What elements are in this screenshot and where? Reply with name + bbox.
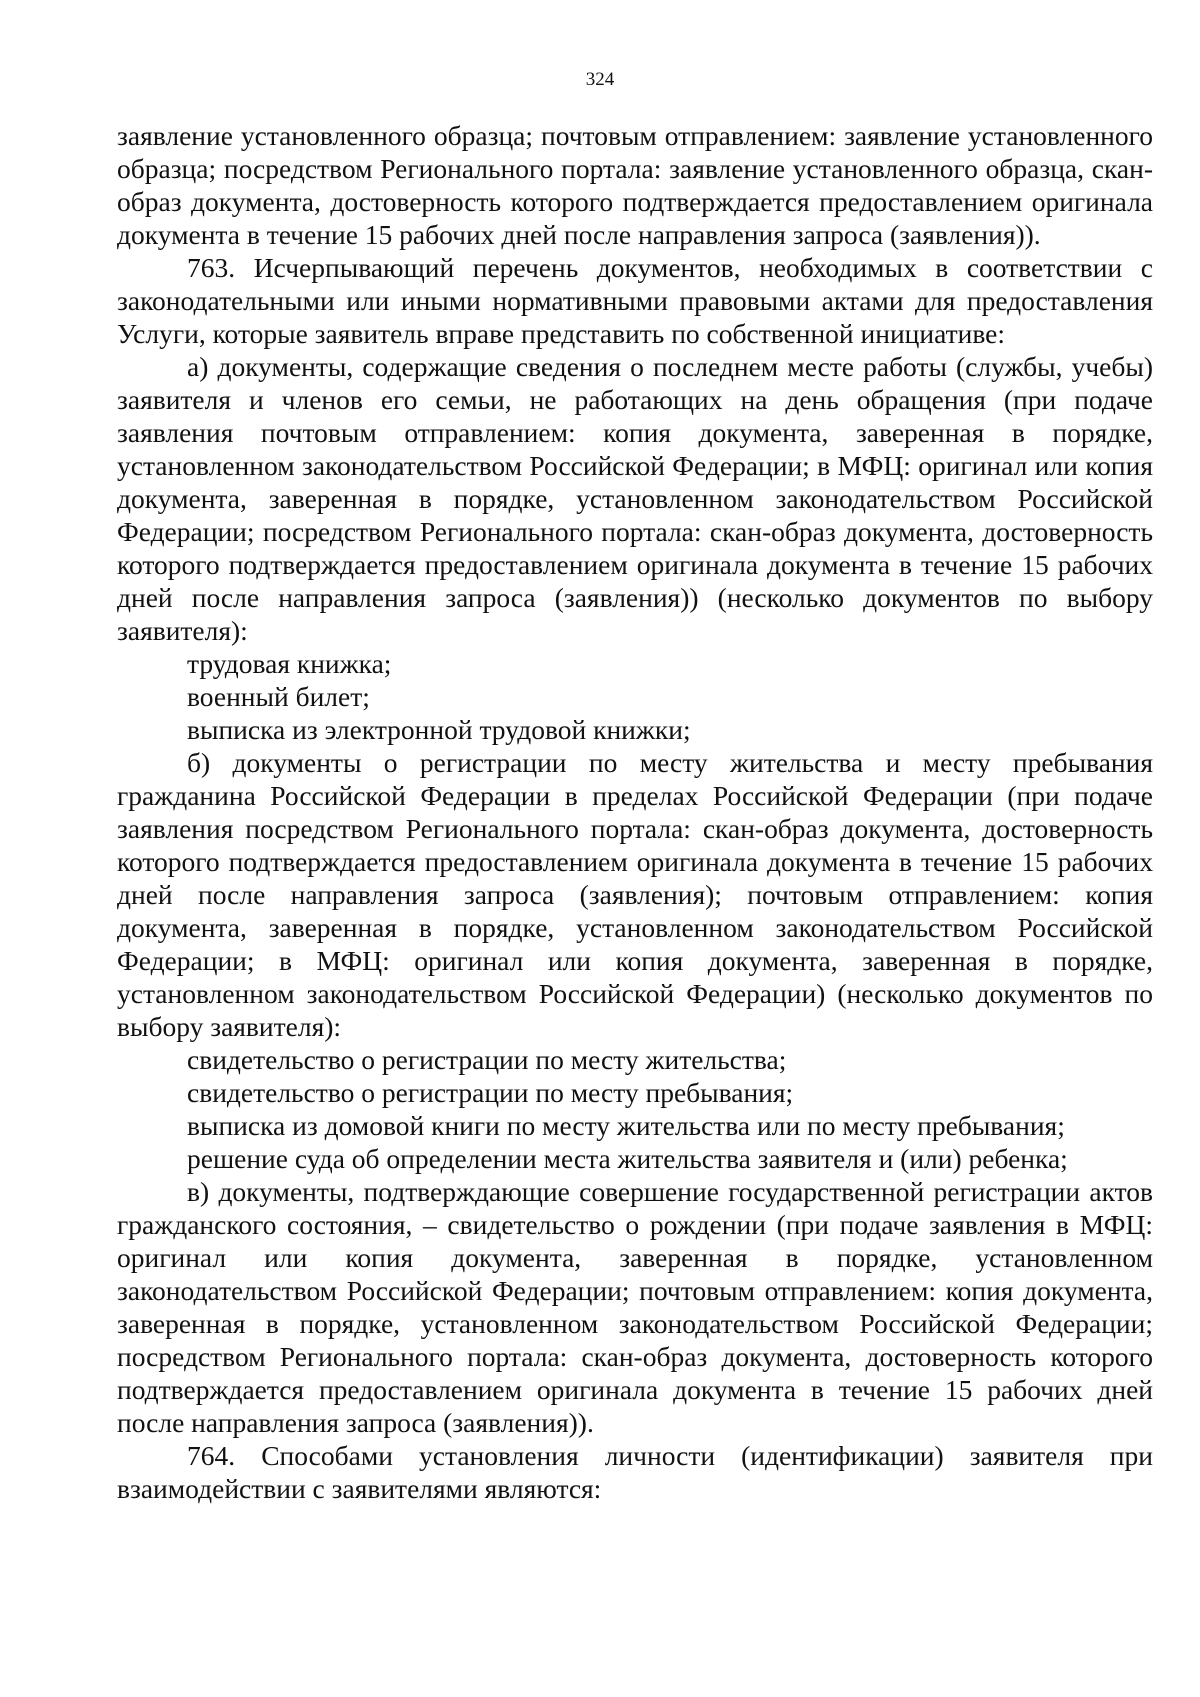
list-item: свидетельство о регистрации по месту жительства; <box>187 1044 787 1075</box>
paragraph-764: 764. Способами установления личности (идентификации) заявителя при взаимодействии с заявителями являются: <box>117 1440 1153 1504</box>
document-body <box>117 119 1153 1505</box>
list-item: выписка из домовой книги по месту жительства или по месту пребывания; <box>187 1110 1065 1141</box>
list-item: решение суда об определении места жительства заявителя и (или) ребенка; <box>187 1143 1068 1174</box>
paragraph-item-v: в) документы, подтверждающие совершение государственной регистрации актов гражданского состояния, – свидетельство о рождении (при подаче заявления в МФЦ: оригинал или копия документа, заверенная в порядке, установленном законодательством Российской Федерации; почтовым отправлением: копия документа, заверенная в порядке, установленном законодательством Российской Федерации; посредством Регионального портала: скан-образ документа, достоверность которого подтверждается предоставлением оригинала документа в течение 15 рабочих дней после направления запроса (заявления)). <box>117 1176 1153 1438</box>
paragraph-continuation: заявление установленного образца; почтовым отправлением: заявление установленного образца; посредством Регионального портала: заявление установленного образца, скан-образ документа, достоверность которого подтверждается предоставлением оригинала документа в течение 15 рабочих дней после направления запроса (заявления)). <box>117 120 1153 250</box>
paragraph-763: 763. Исчерпывающий перечень документов, необходимых в соответствии с законодательными или иными нормативными правовыми актами для предоставления Услуги, которые заявитель вправе представить по собственной инициативе: <box>117 252 1153 349</box>
list-item: выписка из электронной трудовой книжки; <box>187 714 691 745</box>
list-item: свидетельство о регистрации по месту пребывания; <box>187 1077 794 1108</box>
list-item: трудовая книжка; <box>187 648 392 679</box>
list-item: военный билет; <box>187 681 370 712</box>
page-number: 324 <box>585 69 615 90</box>
paragraph-item-a: а) документы, содержащие сведения о последнем месте работы (службы, учебы) заявителя и членов его семьи, не работающих на день обращения (при подаче заявления почтовым отправлением: копия документа, заверенная в порядке, установленном законодательством Российской Федерации; в МФЦ: оригинал или копия документа, заверенная в порядке, установленном законодательством Российской Федерации; посредством Регионального портала: скан-образ документа, достоверность которого подтверждается предоставлением оригинала документа в течение 15 рабочих дней после направления запроса (заявления)) (несколько документов по выбору заявителя): <box>117 351 1153 646</box>
paragraph-item-b: б) документы о регистрации по месту жительства и месту пребывания гражданина Российской Федерации в пределах Российской Федерации (при подаче заявления посредством Регионального портала: скан-образ документа, достоверность которого подтверждается предоставлением оригинала документа в течение 15 рабочих дней после направления запроса (заявления); почтовым отправлением: копия документа, заверенная в порядке, установленном законодательством Российской Федерации; в МФЦ: оригинал или копия документа, заверенная в порядке, установленном законодательством Российской Федерации) (несколько документов по выбору заявителя): <box>117 747 1153 1042</box>
